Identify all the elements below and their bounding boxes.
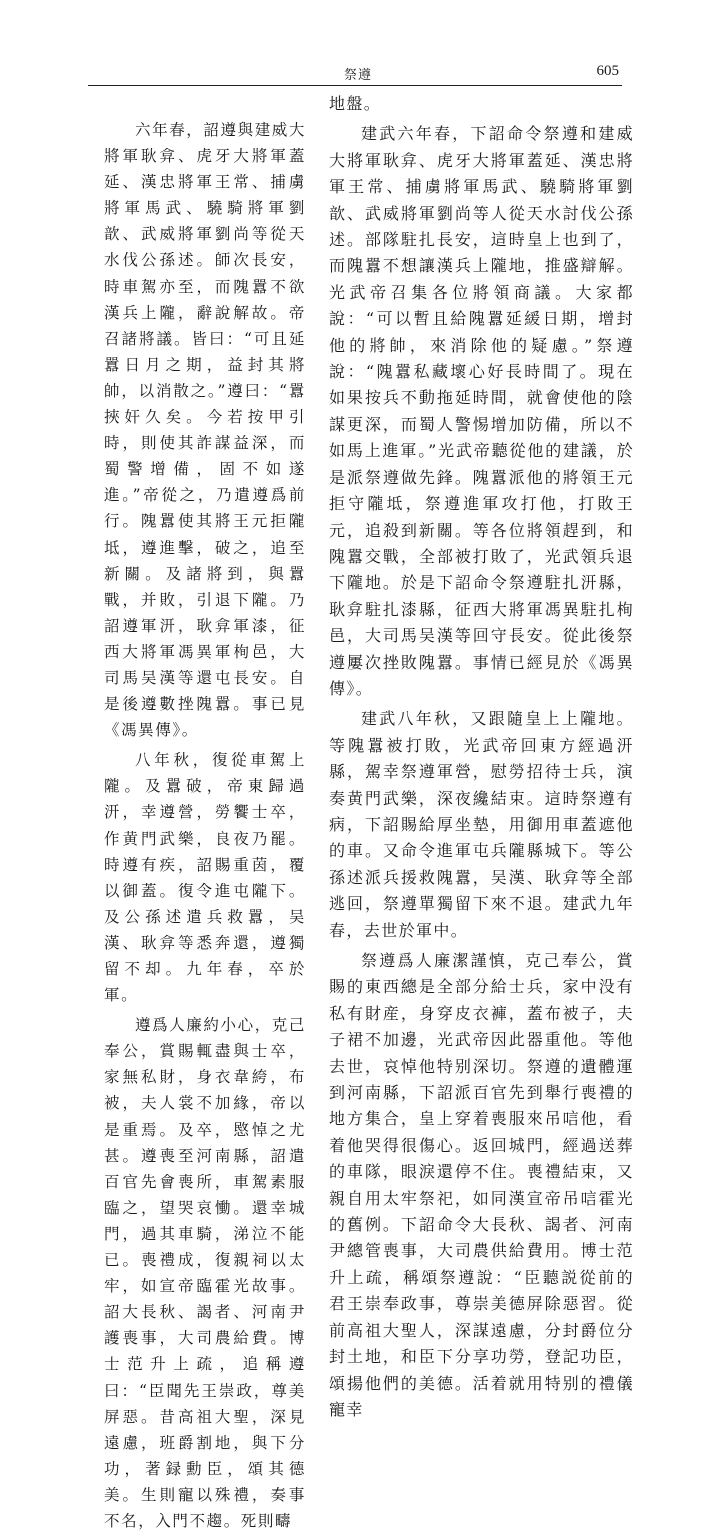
translation-paragraph-4: 祭遵爲人廉潔謹慎，克己奉公，賞賜的東西總是全部分給士兵，家中没有私有財産，身穿皮衣褲，蓋布被子，夫子裙不加邊，光武帝因此器重他。等他去世，哀悼他特别深切。祭遵的遺體運到河南縣，下詔派百官先到舉行喪禮的地方集合，皇上穿着喪服來吊唁他，看着他哭得很傷心。返回城門，經過送葬的車隊，眼淚還停不住。喪禮結束，又親自用太牢祭祀，如同漢宣帝吊唁霍光的舊例。下詔命令大長秋、謁者、河南尹總管喪事，大司農供給費用。博士范升上疏，稱頌祭遵說：“臣聽説從前的君王崇奉政事，尊崇美德屏除惡習。從前高祖大聖人，深謀遠慮，分封爵位分封土地，和臣下分享功勞，登記功臣，頌揚他們的美德。活着就用特别的禮儀寵幸 (329, 951, 634, 1419)
translation-paragraph-2: 建武六年春，下詔命令祭遵和建威大將軍耿弇、虎牙大將軍蓋延、漢忠將軍王常、捕虜將軍馬武、驍騎將軍劉歆、武威將軍劉尚等人從天水討伐公孫述。部隊駐扎長安，這時皇上也到了，而隗囂不想讓漢兵上隴地，推盛辯解。光武帝召集各位將領商議。大家都說：“可以暫且給隗囂延緩日期，增封他的將帥，來消除他的疑慮。”祭遵說：“隗囂私藏壞心好長時間了。現在如果按兵不動拖延時間，就會使他的陰謀更深，而蜀人警惕增加防備，所以不如馬上進軍。”光武帝聽從他的建議，於是派祭遵做先鋒。隗囂派他的將領王元拒守隴坻，祭遵進軍攻打他，打敗王元，追殺到新關。等各位將領趕到，和隗囂交戰，全部被打敗了，光武領兵退下隴地。於是下詔命令祭遵駐扎汧縣，耿弇駐扎漆縣，征西大將軍馮異駐扎栒邑，大司馬吴漢等回守長安。從此後祭遵屢次挫敗隗囂。事情已經見於《馮異傳》。 (329, 124, 634, 698)
classical-paragraph-1: 六年春，詔遵與建威大將軍耿弇、虎牙大將軍蓋延、漢忠將軍王常、捕虜將軍馬武、驍騎將軍劉歆、武威將軍劉尚等從天水伐公孫述。師次長安，時車駕亦至，而隗囂不欲漢兵上隴，辭說解故。帝召諸將議。皆曰：“可且延囂日月之期，益封其將帥，以消散之。”遵曰：“囂挾奸久矣。今若按甲引時，則使其詐謀益深，而蜀警增備，固不如遂進。”帝從之，乃遣遵爲前行。隗囂使其將王元拒隴坻，遵進擊，破之，追至新關。及諸將到，與囂戰，并敗，引退下隴。乃詔遵軍汧，耿弇軍漆，征西大將軍馮異軍栒邑，大司馬吴漢等還屯長安。自是後遵數挫隗囂。事已見《馮異傳》。 (104, 121, 307, 740)
classical-paragraph-3: 遵爲人廉約小心，克己奉公，賞賜輒盡與士卒，家無私財，身衣韋絝，布被，夫人裳不加緣，帝以是重焉。及卒，愍悼之尤甚。遵喪至河南縣，詔遣百官先會喪所，車駕素服臨之，望哭哀慟。還幸城門，過其車騎，涕泣不能已。喪禮成，復親祠以太牢，如宣帝臨霍光故事。詔大長秋、謁者、河南尹護喪事，大司農給費。博士范升上疏，追稱遵曰：“臣聞先王崇政，尊美屏惡。昔高祖大聖，深見遠慮，班爵割地，與下分功，著録勳臣，頌其德美。生則寵以殊禮，奏事不名，入門不趨。死則疇 (104, 1016, 307, 1530)
classical-text-column (104, 117, 306, 1534)
page-number: 605 (596, 63, 619, 79)
header-rule (88, 85, 622, 86)
translation-paragraph-1: 地盤。 (329, 94, 382, 113)
running-head-title: 祭遵 (343, 68, 372, 83)
classical-paragraph-2: 八年秋，復從車駕上隴。及囂破，帝東歸過汧，幸遵營，勞饗士卒，作黄門武樂，良夜乃罷。時遵有疾，詔賜重茵，覆以御蓋。復令進屯隴下。及公孫述遣兵救囂，吴漢、耿弇等悉奔還，遵獨留不却。九年春，卒於軍。 (104, 751, 306, 1005)
translation-paragraph-3: 建武八年秋，又跟隨皇上上隴地。等隗囂被打敗，光武帝回東方經過汧縣，駕幸祭遵軍營，慰勞招待士兵，演奏黄門武樂，深夜纔結束。這時祭遵有病，下詔賜給厚坐墊，用御用車蓋遮他的車。又命令進軍屯兵隴縣城下。等公孫述派兵援救隗囂，吴漢、耿弇等全部逃回，祭遵單獨留下來不退。建武九年春，去世於軍中。 (329, 709, 634, 940)
translation-text-column (329, 91, 634, 1423)
